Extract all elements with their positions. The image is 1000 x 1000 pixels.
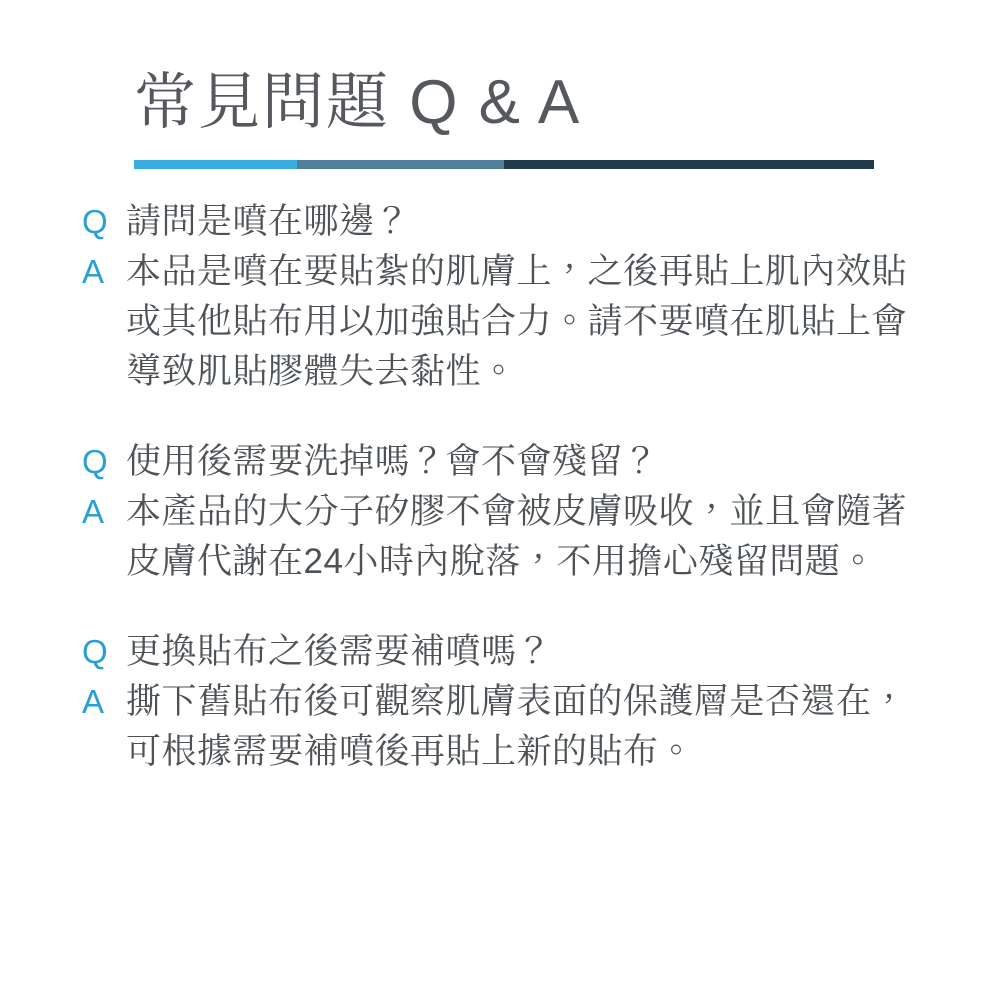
faq-question-row <box>82 437 940 487</box>
faq-answer-text: 本產品的大分子矽膠不會被皮膚吸收，並且會隨著皮膚代謝在24小時內脫落，不用擔心殘留問題。 <box>126 492 908 581</box>
answer-marker: A <box>82 683 105 720</box>
question-marker: Q <box>82 443 108 480</box>
page-title: 常見問題 Q & A <box>134 68 582 137</box>
faq-list <box>0 197 1000 777</box>
faq-answer-text: 撕下舊貼布後可觀察肌膚表面的保護層是否還在，可根據需要補噴後再貼上新的貼布。 <box>126 682 908 771</box>
faq-question-text: 請問是噴在哪邊？ <box>126 202 411 241</box>
faq-question-row <box>82 197 940 247</box>
faq-question-text: 使用後需要洗掉嗎？會不會殘留？ <box>126 442 659 481</box>
divider-segment-1 <box>134 160 297 169</box>
faq-answer-row <box>82 247 940 397</box>
faq-answer-row <box>82 487 940 587</box>
faq-question-text: 更換貼布之後需要補噴嗎？ <box>126 632 553 671</box>
faq-question-row <box>82 627 940 677</box>
answer-marker: A <box>82 253 105 290</box>
question-marker: Q <box>82 203 108 240</box>
divider-segment-3 <box>504 160 874 169</box>
answer-marker: A <box>82 493 105 530</box>
faq-item <box>82 437 940 587</box>
faq-answer-row <box>82 677 940 777</box>
faq-item <box>82 197 940 397</box>
divider <box>134 160 874 169</box>
faq-item <box>82 627 940 777</box>
question-marker: Q <box>82 633 108 670</box>
faq-answer-text: 本品是噴在要貼紮的肌膚上，之後再貼上肌內效貼或其他貼布用以加強貼合力。請不要噴在肌貼上會導致肌貼膠體失去黏性。 <box>126 252 908 391</box>
divider-segment-2 <box>297 160 504 169</box>
